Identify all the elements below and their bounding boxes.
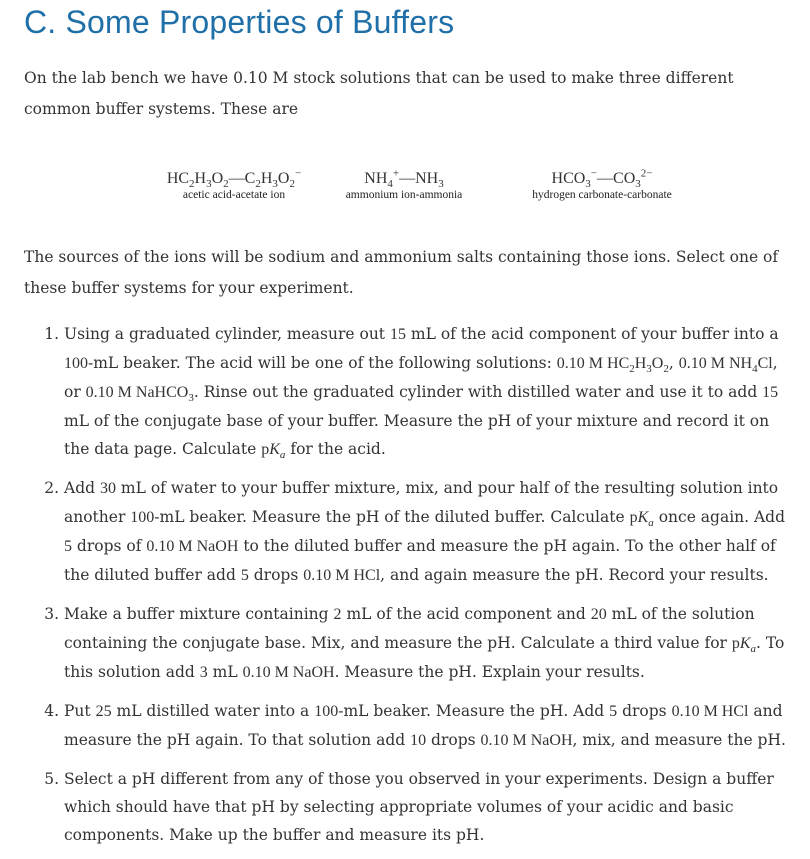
page-title: C. Some Properties of Buffers	[24, 4, 455, 40]
buffer-label: hydrogen carbonate-carbonate	[532, 189, 672, 201]
intro-paragraph: On the lab bench we have 0.10 M stock solutions that can be used to make three different common buffer systems. These are	[24, 69, 734, 118]
procedure-step: 3. Make a buffer mixture containing 2 mL of the acid component and 20 mL of the solution containing the conjugate base. Mix, and measure the pH. Calculate a third value for $pK_a$. To this solution add 3 mL 0.10 M NaOH. Measure the pH. Explain your results.	[64, 600, 796, 687]
buffer-system-ammonium	[324, 167, 484, 201]
buffer-label: acetic acid-acetate ion	[182, 189, 286, 201]
buffer-label: ammonium ion-ammonia	[345, 189, 463, 201]
buffer-formula: $HC_2H_3O_2—C_2H_3O_2^-$	[166, 167, 302, 191]
buffer-system-acetic	[134, 167, 334, 201]
buffer-formula: $NH_4^+—NH_3$	[364, 167, 444, 191]
procedure-list	[24, 320, 796, 859]
procedure-step: 1. Using a graduated cylinder, measure out 15 mL of the acid component of your buffer into a 100-mL beaker. The acid will be one of the following solutions: 0.10 M $HC_2H_3O_2$, 0.10 M $NH_4Cl$, or 0.10 M NaHCO$_3$. Rinse out the graduated cylinder with distilled water and use it to add 15 mL of the conjugate base of your buffer. Measure the pH of your mixture and record it on the data page. Calculate $pK_a$ for the acid.	[64, 320, 796, 464]
buffer-systems-row	[24, 167, 800, 210]
buffer-system-carbonate	[502, 167, 702, 201]
procedure-step: 4. Put 25 mL distilled water into a 100-mL beaker. Measure the pH. Add 5 drops 0.10 M HCl and measure the pH again. To that solution add 10 drops 0.10 M NaOH, mix, and measure the pH.	[64, 697, 796, 755]
procedure-step: 2. Add 30 mL of water to your buffer mixture, mix, and pour half of the resulting solution into another 100-mL beaker. Measure the pH of the diluted buffer. Calculate $pK_a$ once again. Add 5 drops of 0.10 M NaOH to the diluted buffer and measure the pH again. To the other half of the diluted buffer add 5 drops 0.10 M HCl, and again measure the pH. Record your results.	[64, 474, 796, 590]
buffer-formula: $HCO_3^-—CO_3^{2-}$	[551, 167, 653, 191]
procedure-step: 5. Select a pH different from any of those you observed in your experiments. Design a buffer which should have that pH by selecting appropriate volumes of your acidic and basic components. Make up the buffer and measure its pH.	[64, 765, 796, 849]
sources-paragraph: The sources of the ions will be sodium and ammonium salts containing those ions. Select one of these buffer systems for your experiment.	[24, 248, 779, 297]
